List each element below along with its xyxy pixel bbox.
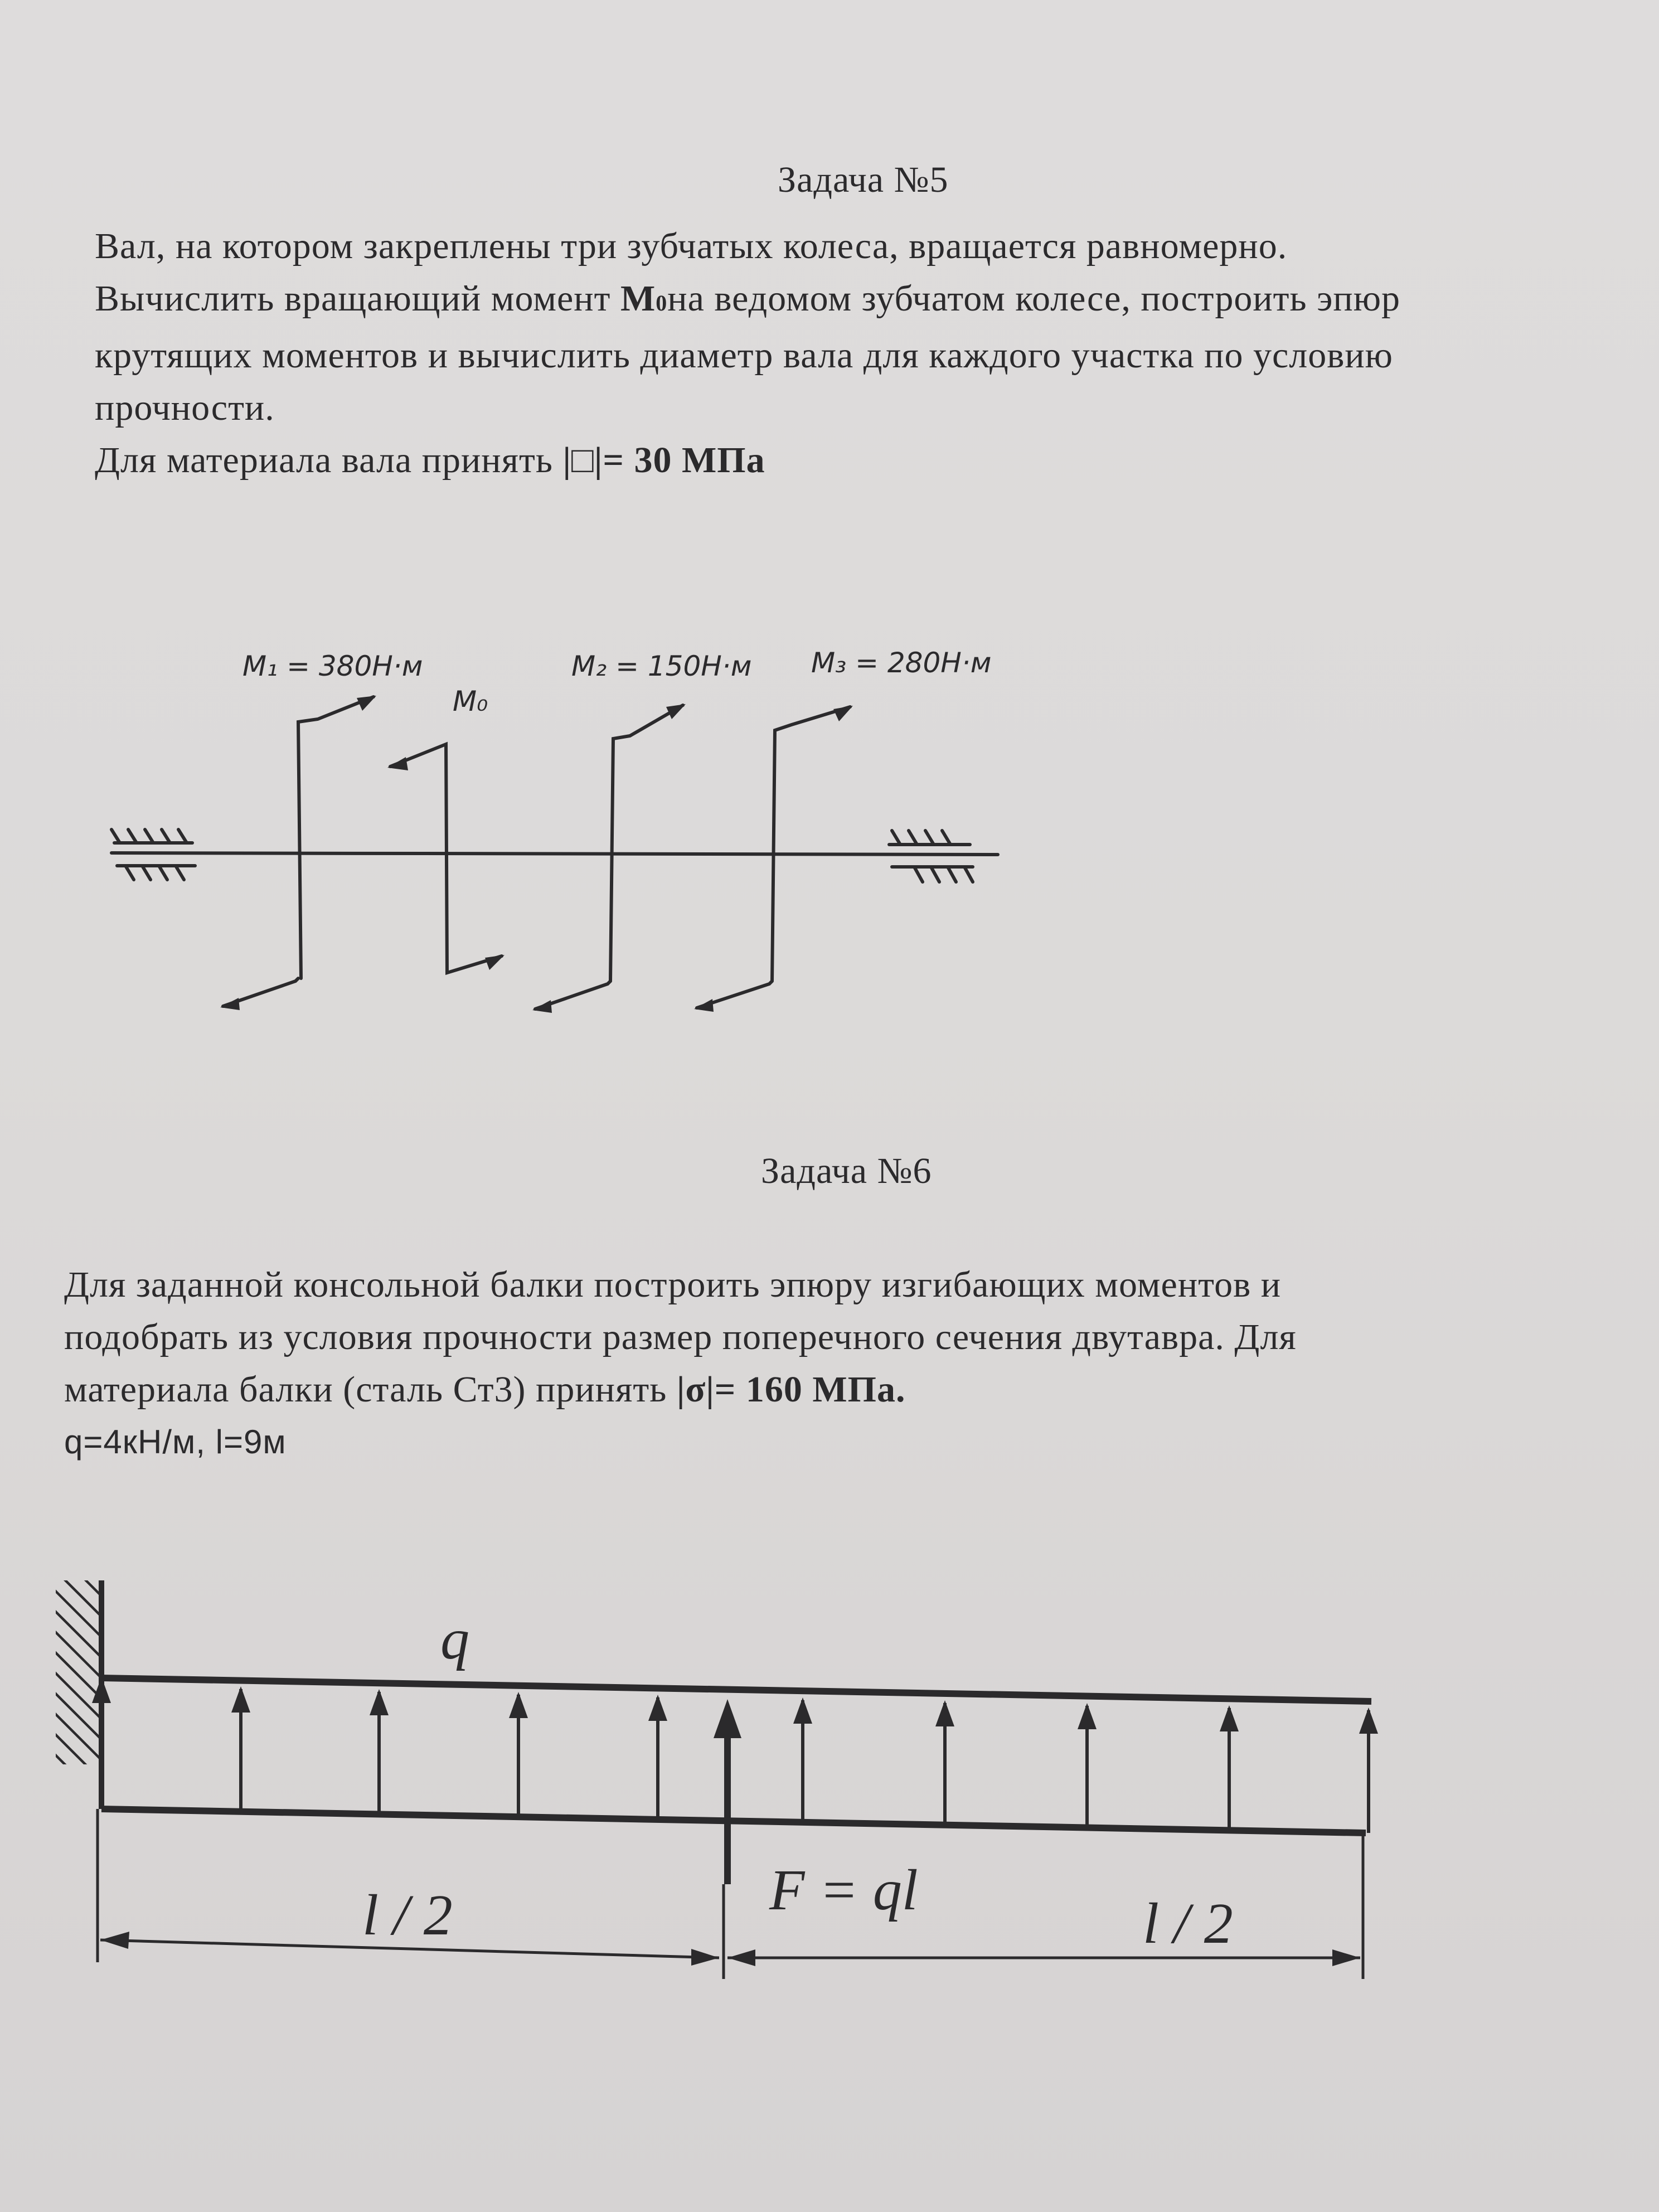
label-q: q <box>440 1607 469 1671</box>
task5-line-1: Вал, на котором закреплены три зубчатых колеса, вращается равномерно. <box>95 226 1288 266</box>
label-half-right: l / 2 <box>1143 1891 1233 1956</box>
task5-line-2-pre: Вычислить вращающий момент <box>95 278 620 319</box>
label-force: F = ql <box>769 1858 918 1922</box>
label-m3: M₃ = 280Н·м <box>811 647 992 679</box>
moment-subscript: 0 <box>656 290 668 316</box>
task5-line-2-post: на ведомом зубчатом колесе, построить эпюр <box>667 278 1401 319</box>
task5-material-value: |□|= 30 МПа <box>562 440 765 481</box>
task5-title: Задача №5 <box>778 159 949 200</box>
task6-line-2: подобрать из условия прочности размер поперечного сечения двутавра. Для <box>64 1317 1297 1357</box>
moment-symbol: M <box>620 278 656 319</box>
task5-line-3: крутящих моментов и вычислить диаметр вала для каждого участка по условию <box>95 335 1393 376</box>
task6-title: Задача №6 <box>761 1151 932 1191</box>
beam <box>101 1809 1366 1833</box>
task5-material-pre: Для материала вала принять <box>95 440 563 481</box>
label-half-left: l / 2 <box>362 1883 453 1947</box>
label-m1: M₁ = 380Н·м <box>242 650 423 682</box>
task6-sigma-value: |σ|= 160 МПа. <box>676 1369 906 1410</box>
fixed-wall <box>56 1580 100 1764</box>
task6-line-1: Для заданной консольной балки построить эпюру изгибающих моментов и <box>64 1264 1282 1305</box>
label-m0: M₀ <box>453 685 488 717</box>
task5-line-4: прочности. <box>95 387 275 428</box>
force-arrowhead <box>714 1699 741 1738</box>
task6-line-3-pre: материала балки (сталь Ст3) принять <box>64 1369 677 1410</box>
label-m2: M₂ = 150Н·м <box>571 650 752 682</box>
load-top-line <box>101 1678 1371 1701</box>
task6-params: q=4кН/м, l=9м <box>64 1423 287 1461</box>
